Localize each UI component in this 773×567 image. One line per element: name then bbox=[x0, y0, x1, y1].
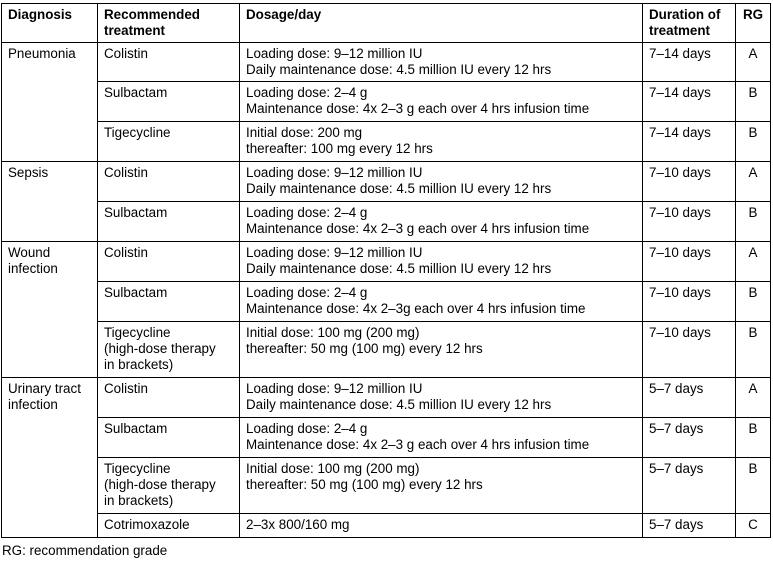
dosage-line: Loading dose: 9–12 million IU bbox=[246, 165, 423, 180]
rg-cell bbox=[736, 378, 771, 418]
rg-value: B bbox=[748, 205, 758, 220]
duration-cell bbox=[643, 43, 736, 82]
duration-cell bbox=[643, 202, 736, 242]
treatment-label: Tigecycline bbox=[104, 125, 171, 140]
treatment-cell bbox=[98, 242, 240, 282]
duration-value: 7–10 days bbox=[649, 285, 711, 300]
dosage-line: Daily maintenance dose: 4.5 million IU every 12 hrs bbox=[246, 62, 552, 77]
treatment-cell bbox=[98, 162, 240, 202]
dosage-line: Daily maintenance dose: 4.5 million IU every 12 hrs bbox=[246, 181, 552, 196]
dosage-line: Maintenance dose: 4x 2–3 g each over 4 hrs infusion time bbox=[246, 221, 590, 236]
dosage-line: Maintenance dose: 4x 2–3g each over 4 hrs infusion time bbox=[246, 301, 586, 316]
duration-cell bbox=[643, 378, 736, 418]
dosage-cell bbox=[240, 162, 643, 202]
duration-value: 7–14 days bbox=[649, 46, 711, 61]
header-duration-line-1: Duration of bbox=[649, 7, 721, 22]
dosage-cell bbox=[240, 282, 643, 322]
treatment-cell bbox=[98, 122, 240, 162]
table-row bbox=[2, 418, 771, 458]
diagnosis-label: Sepsis bbox=[8, 165, 49, 180]
rg-value: B bbox=[748, 325, 758, 340]
rg-value: B bbox=[748, 85, 758, 100]
rg-cell bbox=[736, 82, 771, 122]
dosage-line: Initial dose: 100 mg (200 mg) bbox=[246, 325, 420, 340]
dosage-line: Maintenance dose: 4x 2–3 g each over 4 hrs infusion time bbox=[246, 101, 590, 116]
treatment-label: Cotrimoxazole bbox=[104, 517, 190, 532]
dosage-line: Loading dose: 2–4 g bbox=[246, 421, 368, 436]
diagnosis-label: Urinary tract bbox=[8, 381, 81, 396]
table-body bbox=[2, 43, 771, 538]
rg-cell bbox=[736, 202, 771, 242]
rg-value: B bbox=[748, 125, 758, 140]
treatment-label: Colistin bbox=[104, 381, 148, 396]
table-row bbox=[2, 82, 771, 122]
table-row bbox=[2, 202, 771, 242]
treatment-cell bbox=[98, 43, 240, 82]
dosage-line: Loading dose: 2–4 g bbox=[246, 85, 368, 100]
rg-value: A bbox=[748, 46, 758, 61]
treatment-cell bbox=[98, 82, 240, 122]
treatment-label: (high-dose therapy bbox=[104, 341, 216, 356]
rg-value: B bbox=[748, 285, 758, 300]
header-rg bbox=[736, 4, 771, 43]
dosage-line: Initial dose: 200 mg bbox=[246, 125, 363, 140]
treatment-label: Colistin bbox=[104, 245, 148, 260]
duration-value: 5–7 days bbox=[649, 517, 704, 532]
rg-cell bbox=[736, 458, 771, 514]
duration-value: 5–7 days bbox=[649, 381, 704, 396]
header-treatment-line-2: treatment bbox=[104, 23, 166, 38]
dosage-cell bbox=[240, 418, 643, 458]
treatment-label: Sulbactam bbox=[104, 421, 168, 436]
treatment-label: in brackets) bbox=[104, 357, 174, 372]
rg-value: B bbox=[748, 461, 758, 476]
rg-cell bbox=[736, 242, 771, 282]
rg-value: C bbox=[748, 517, 758, 532]
table-row bbox=[2, 458, 771, 514]
diagnosis-cell bbox=[2, 43, 98, 162]
dosage-cell bbox=[240, 322, 643, 378]
duration-value: 5–7 days bbox=[649, 421, 704, 436]
diagnosis-cell bbox=[2, 378, 98, 538]
treatment-label: (high-dose therapy bbox=[104, 477, 216, 492]
treatment-cell bbox=[98, 458, 240, 514]
duration-value: 7–10 days bbox=[649, 325, 711, 340]
treatment-label: Colistin bbox=[104, 165, 148, 180]
dosage-line: Loading dose: 9–12 million IU bbox=[246, 381, 423, 396]
duration-value: 5–7 days bbox=[649, 461, 704, 476]
table-row bbox=[2, 162, 771, 202]
dosage-cell bbox=[240, 202, 643, 242]
dosage-line: thereafter: 100 mg every 12 hrs bbox=[246, 141, 433, 156]
table-row bbox=[2, 322, 771, 378]
treatment-cell bbox=[98, 514, 240, 538]
rg-cell bbox=[736, 122, 771, 162]
dosage-line: Loading dose: 9–12 million IU bbox=[246, 245, 423, 260]
rg-cell bbox=[736, 322, 771, 378]
diagnosis-cell bbox=[2, 242, 98, 378]
dosage-line: Daily maintenance dose: 4.5 million IU every 12 hrs bbox=[246, 397, 552, 412]
duration-value: 7–10 days bbox=[649, 205, 711, 220]
header-rg-label: RG bbox=[742, 7, 764, 22]
rg-value: A bbox=[748, 245, 758, 260]
header-duration-line-2: treatment bbox=[649, 23, 711, 38]
dosage-line: Loading dose: 2–4 g bbox=[246, 285, 368, 300]
dosage-line: Initial dose: 100 mg (200 mg) bbox=[246, 461, 420, 476]
header-dosage bbox=[240, 4, 643, 43]
duration-value: 7–10 days bbox=[649, 165, 711, 180]
table-row bbox=[2, 514, 771, 538]
duration-value: 7–10 days bbox=[649, 245, 711, 260]
table-row bbox=[2, 122, 771, 162]
treatment-cell bbox=[98, 282, 240, 322]
dosage-cell bbox=[240, 82, 643, 122]
dosage-cell bbox=[240, 242, 643, 282]
treatment-label: Sulbactam bbox=[104, 285, 168, 300]
rg-cell bbox=[736, 514, 771, 538]
rg-value: A bbox=[748, 165, 758, 180]
header-diagnosis bbox=[2, 4, 98, 43]
duration-cell bbox=[643, 418, 736, 458]
treatment-cell bbox=[98, 322, 240, 378]
treatment-label: Tigecycline bbox=[104, 461, 171, 476]
dosage-cell bbox=[240, 514, 643, 538]
header-treatment bbox=[98, 4, 240, 43]
rg-cell bbox=[736, 282, 771, 322]
duration-cell bbox=[643, 122, 736, 162]
dosage-line: Maintenance dose: 4x 2–3 g each over 4 hrs infusion time bbox=[246, 437, 590, 452]
treatment-cell bbox=[98, 378, 240, 418]
treatment-label: Sulbactam bbox=[104, 85, 168, 100]
treatment-label: in brackets) bbox=[104, 493, 174, 508]
duration-cell bbox=[643, 162, 736, 202]
diagnosis-label: Wound bbox=[8, 245, 51, 260]
treatment-label: Colistin bbox=[104, 46, 148, 61]
rg-cell bbox=[736, 162, 771, 202]
header-dosage-label: Dosage/day bbox=[246, 7, 322, 22]
duration-cell bbox=[643, 458, 736, 514]
treatment-cell bbox=[98, 418, 240, 458]
duration-cell bbox=[643, 282, 736, 322]
rg-cell bbox=[736, 418, 771, 458]
header-diagnosis-label: Diagnosis bbox=[8, 7, 72, 22]
footnote: RG: recommendation grade bbox=[2, 543, 168, 558]
table-row bbox=[2, 43, 771, 82]
dosage-line: Daily maintenance dose: 4.5 million IU every 12 hrs bbox=[246, 261, 552, 276]
treatment-table bbox=[1, 3, 771, 538]
rg-value: B bbox=[748, 421, 758, 436]
dosage-cell bbox=[240, 43, 643, 82]
dosage-cell bbox=[240, 122, 643, 162]
dosage-line: thereafter: 50 mg (100 mg) every 12 hrs bbox=[246, 477, 483, 492]
header-treatment-line-1: Recommended bbox=[104, 7, 200, 22]
diagnosis-cell bbox=[2, 162, 98, 242]
duration-cell bbox=[643, 514, 736, 538]
dosage-cell bbox=[240, 378, 643, 418]
dosage-line: thereafter: 50 mg (100 mg) every 12 hrs bbox=[246, 341, 483, 356]
duration-value: 7–14 days bbox=[649, 125, 711, 140]
treatment-cell bbox=[98, 202, 240, 242]
header-row bbox=[2, 4, 771, 43]
duration-cell bbox=[643, 322, 736, 378]
diagnosis-label: Pneumonia bbox=[8, 46, 76, 61]
table-row bbox=[2, 242, 771, 282]
duration-cell bbox=[643, 82, 736, 122]
header-duration bbox=[643, 4, 736, 43]
dosage-line: Loading dose: 2–4 g bbox=[246, 205, 368, 220]
rg-cell bbox=[736, 43, 771, 82]
duration-value: 7–14 days bbox=[649, 85, 711, 100]
treatment-label: Tigecycline bbox=[104, 325, 171, 340]
table-row bbox=[2, 378, 771, 418]
dosage-line: Loading dose: 9–12 million IU bbox=[246, 46, 423, 61]
dosage-line: 2–3x 800/160 mg bbox=[246, 517, 350, 532]
dosage-cell bbox=[240, 458, 643, 514]
diagnosis-label: infection bbox=[8, 397, 58, 412]
rg-value: A bbox=[748, 381, 758, 396]
treatment-label: Sulbactam bbox=[104, 205, 168, 220]
diagnosis-label: infection bbox=[8, 261, 58, 276]
table-header bbox=[2, 4, 771, 43]
table-row bbox=[2, 282, 771, 322]
duration-cell bbox=[643, 242, 736, 282]
